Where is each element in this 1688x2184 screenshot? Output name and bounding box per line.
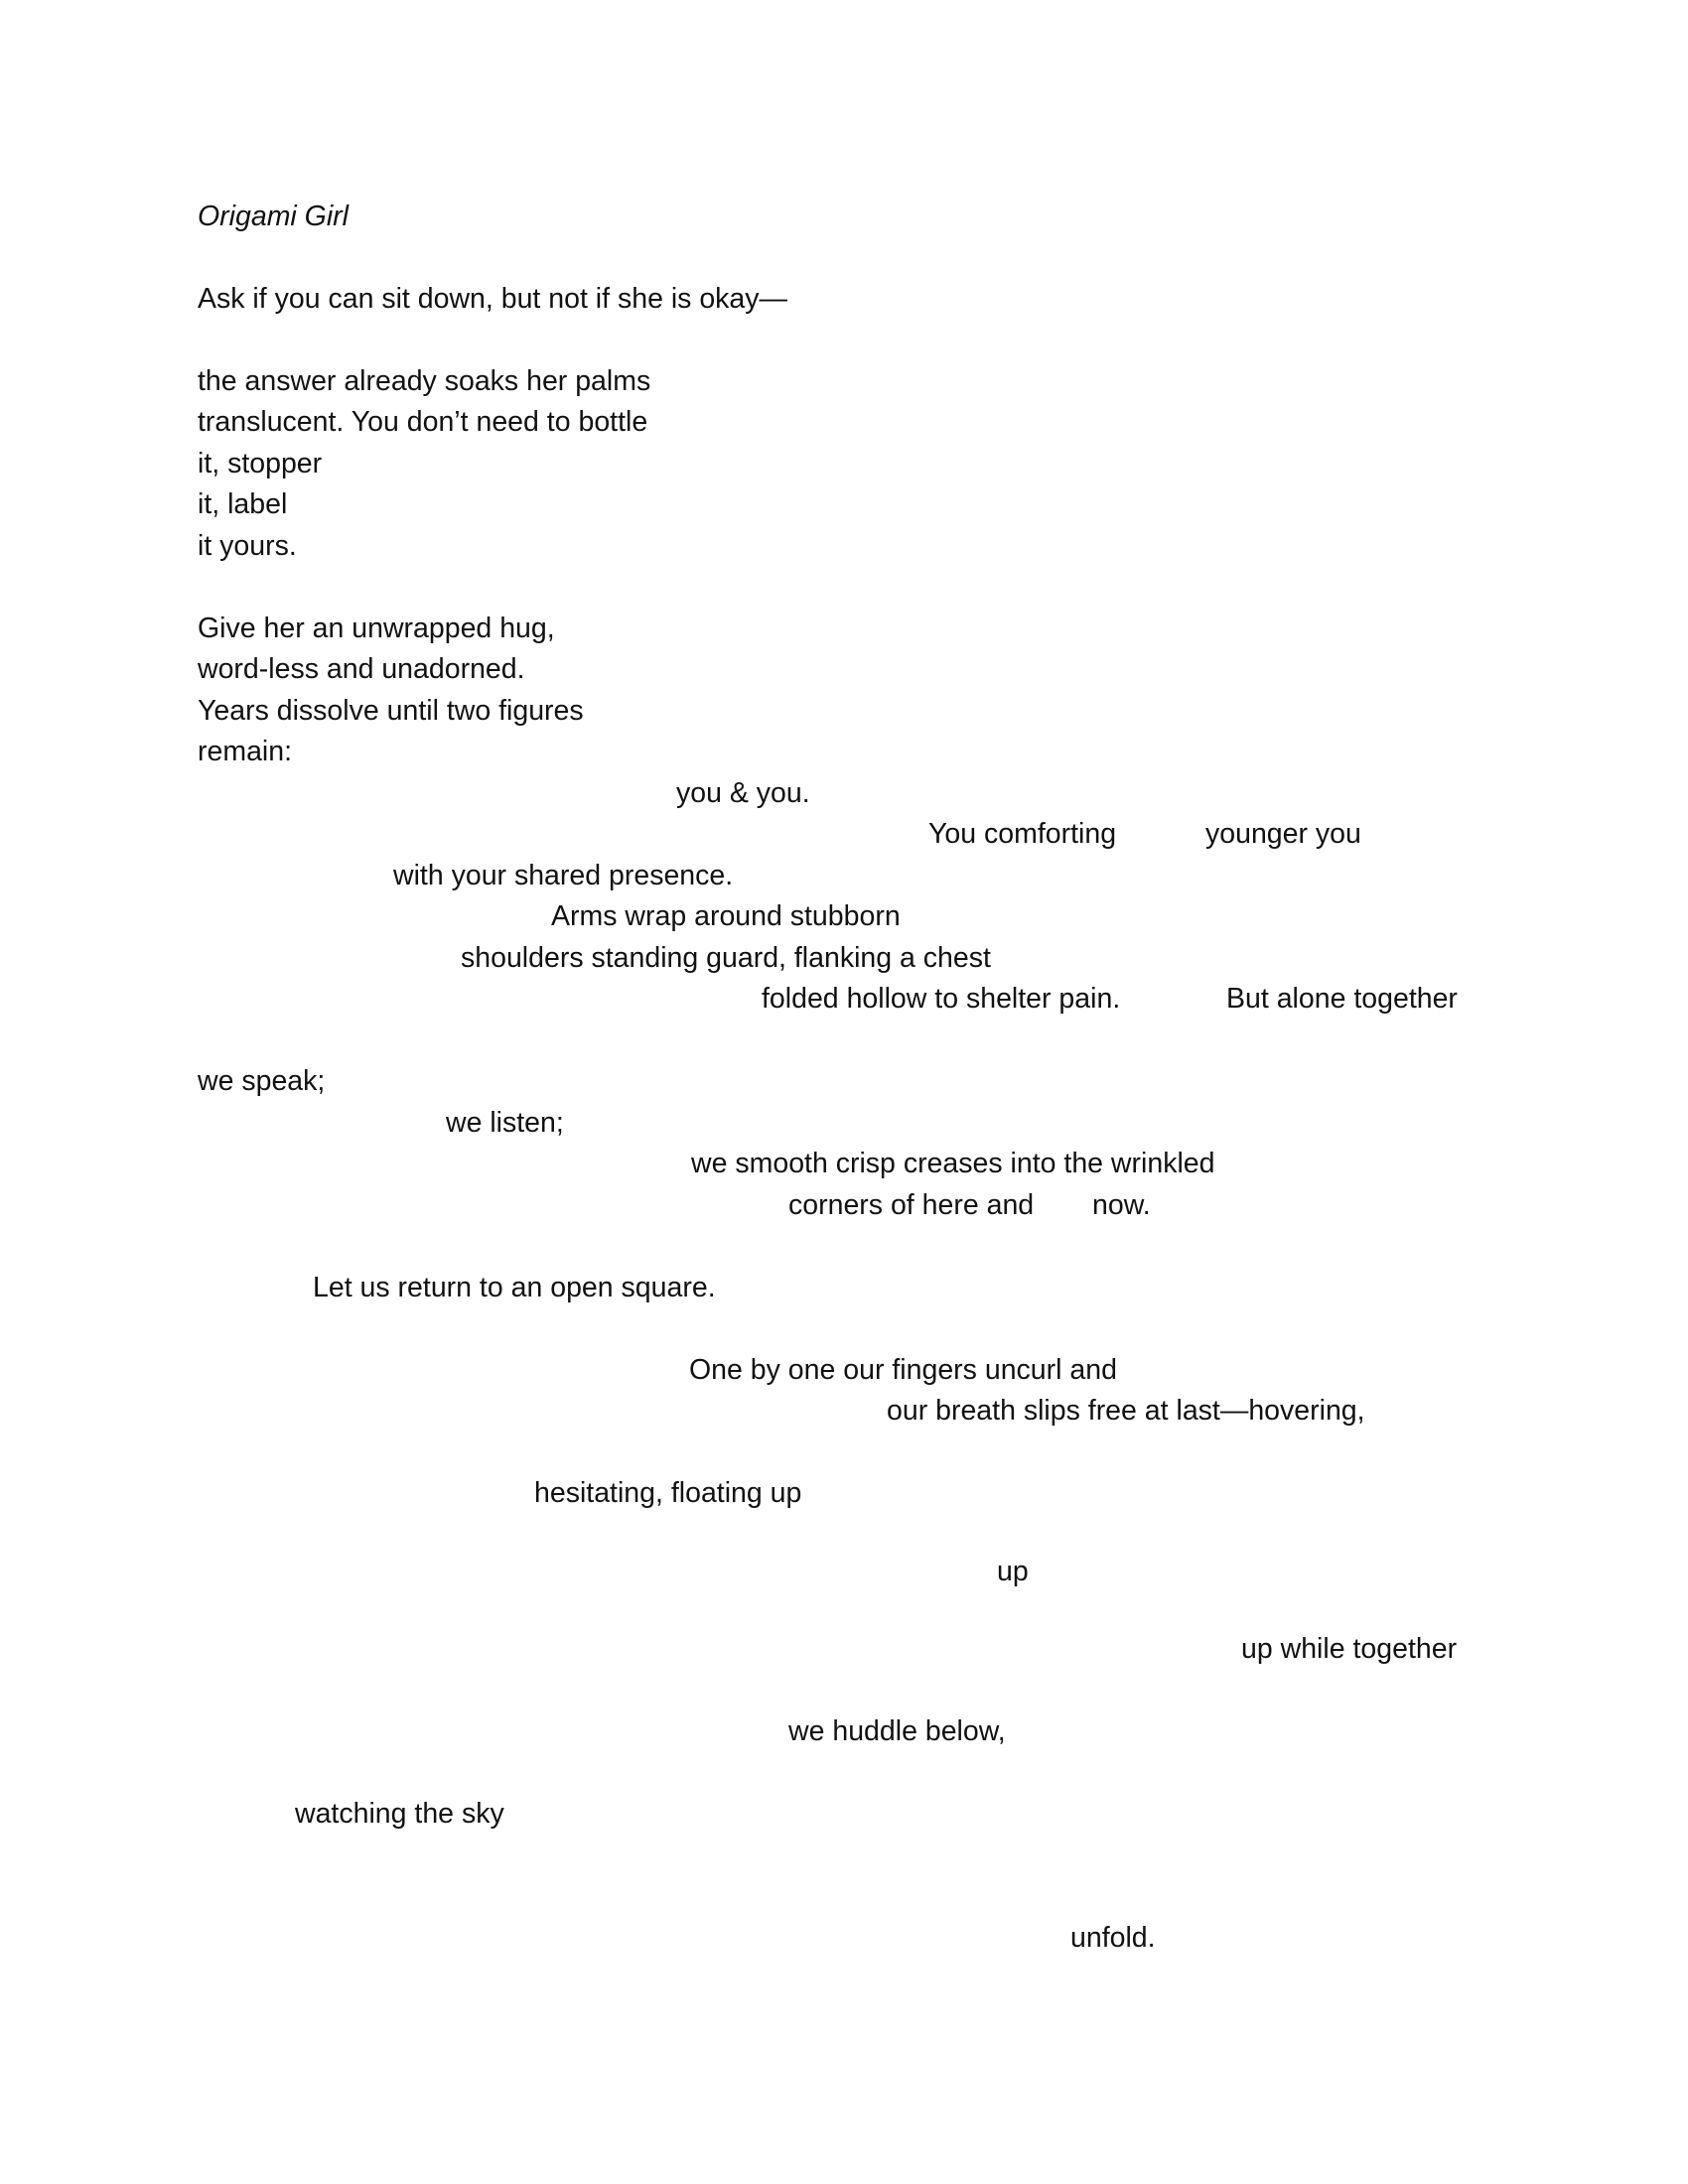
poem-line: it, label — [198, 488, 288, 520]
poem-line: unfold. — [1070, 1922, 1156, 1954]
poem-line: now. — [1092, 1189, 1151, 1221]
poem-line: the answer already soaks her palms — [198, 365, 651, 397]
poem-line: hesitating, floating up — [534, 1477, 802, 1509]
poem-line: You comforting — [928, 818, 1117, 850]
poem-line: you & you. — [676, 777, 810, 809]
poem-line: we smooth crisp creases into the wrinkled — [691, 1148, 1215, 1179]
poem-line: up — [997, 1556, 1029, 1587]
poem-line: Ask if you can sit down, but not if she is okay— — [198, 283, 788, 315]
poem-line: But alone together — [1226, 983, 1458, 1015]
poem-line: remain: — [198, 736, 293, 767]
poem-line: corners of here and — [788, 1189, 1035, 1221]
poem-line: younger you — [1205, 818, 1361, 850]
poem-line: up while together — [1241, 1633, 1458, 1665]
poem-line: it, stopper — [198, 448, 323, 479]
poem-line: we speak; — [198, 1065, 326, 1097]
poem-line: word-less and unadorned. — [198, 653, 525, 685]
poem-line: shoulders standing guard, flanking a chest — [461, 942, 991, 974]
poem-line: watching the sky — [295, 1798, 504, 1830]
poem-line: Give her an unwrapped hug, — [198, 613, 555, 644]
poem-line: One by one our fingers uncurl and — [689, 1354, 1117, 1386]
poem-line: Let us return to an open square. — [313, 1272, 716, 1303]
poem-line: it yours. — [198, 530, 297, 562]
poem-line: we listen; — [446, 1107, 564, 1139]
poem-line: translucent. You don’t need to bottle — [198, 406, 648, 438]
poem-title: Origami Girl — [198, 201, 350, 232]
poem-line: Arms wrap around stubborn — [551, 900, 901, 932]
poem-line: folded hollow to shelter pain. — [762, 983, 1121, 1015]
poem-line: our breath slips free at last—hovering, — [887, 1395, 1365, 1427]
poem-line: with your shared presence. — [393, 860, 734, 891]
poem-line: we huddle below, — [788, 1715, 1006, 1747]
poem-line: Years dissolve until two figures — [198, 695, 584, 727]
